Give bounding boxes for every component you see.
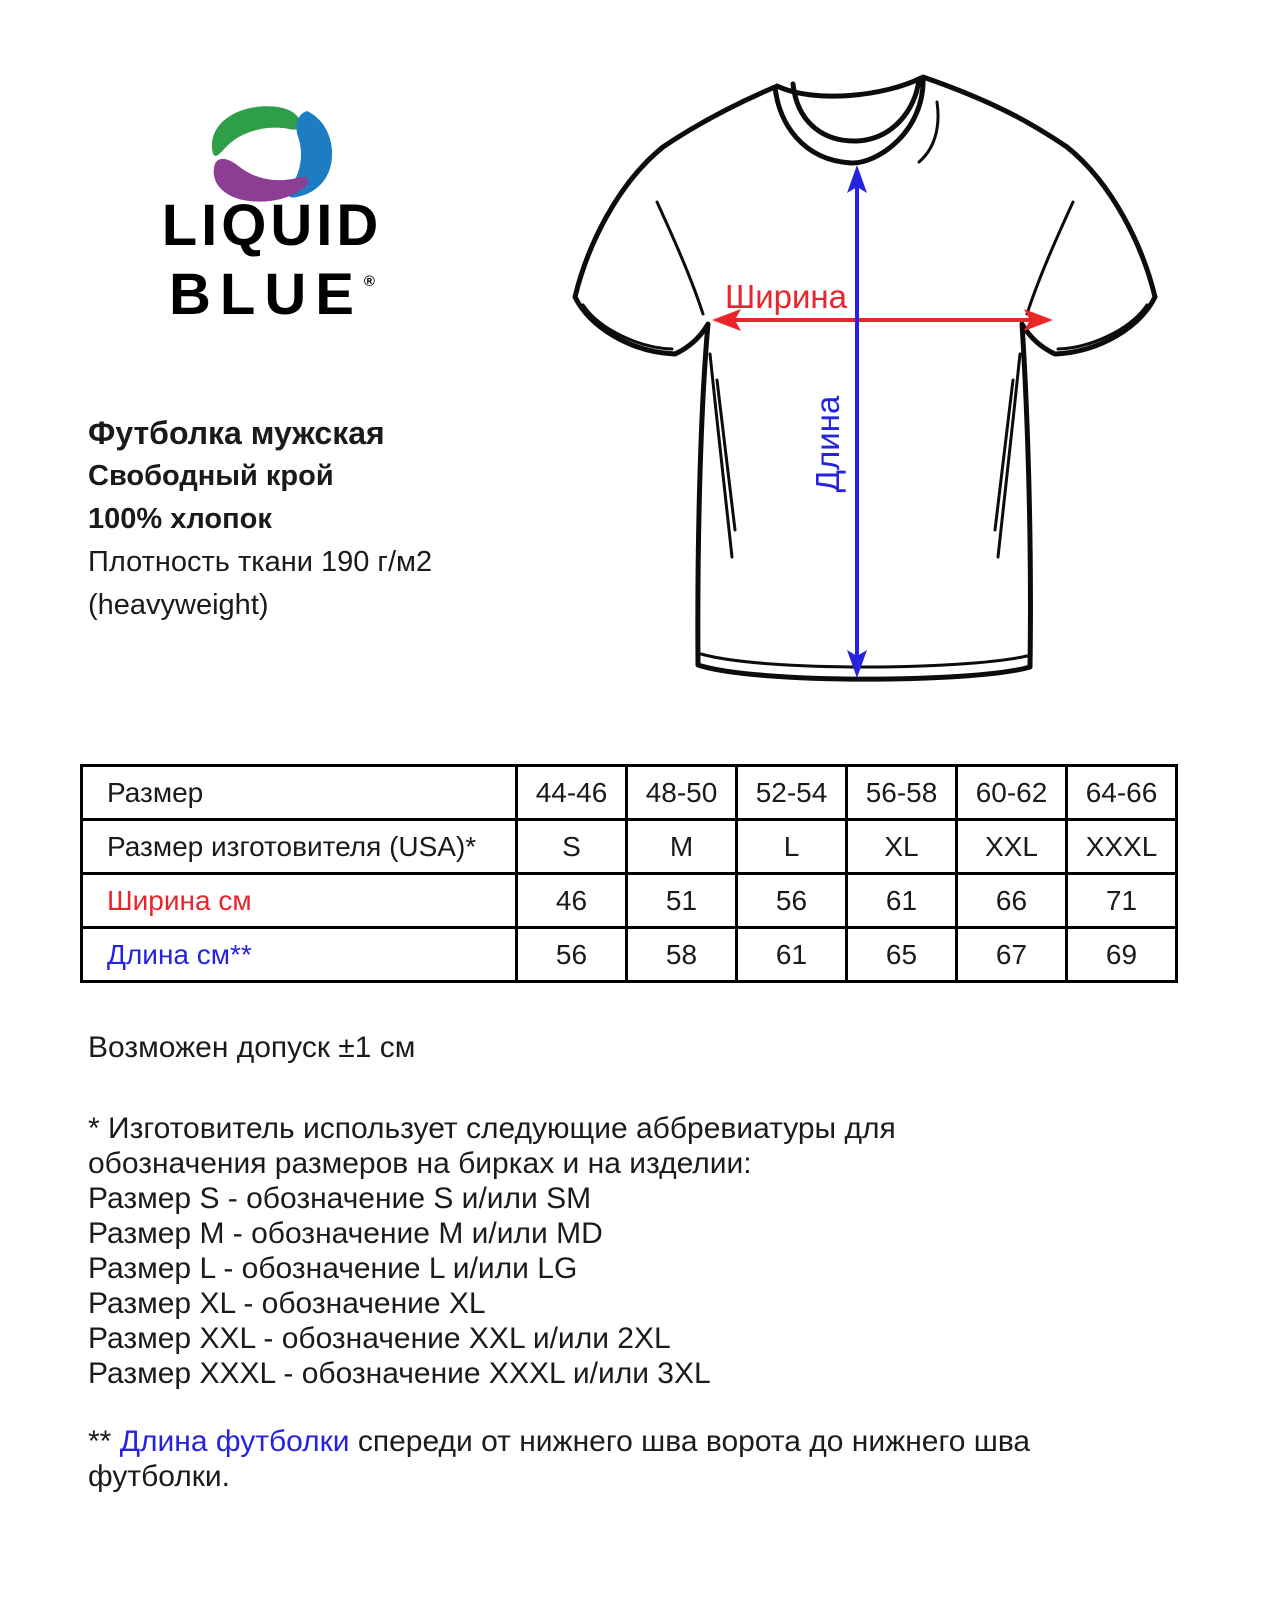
abbreviation-line: Размер L - обозначение L и/или LG [88, 1252, 578, 1285]
product-density: Плотность ткани 190 г/м2 [88, 546, 433, 578]
tshirt-collar-inner [793, 80, 919, 141]
length-cell: 56 [517, 928, 627, 982]
logo-wordmark [136, 193, 408, 327]
table-row-size [82, 766, 1177, 820]
product-fabric: 100% хлопок [88, 503, 272, 535]
product-description [88, 412, 432, 627]
table-row-width [82, 874, 1177, 928]
width-label: Ширина [724, 278, 848, 315]
row-label-usa-size: Размер изготовителя (USA)* [82, 820, 517, 874]
logo-wordmark-line2: BLUE® [169, 262, 375, 327]
abbreviation-intro-line1: * Изготовитель использует следующие аббревиатуры для [88, 1112, 896, 1145]
width-cell: 66 [957, 874, 1067, 928]
length-label: Длина [809, 395, 846, 493]
abbreviation-line: Размер XXXL - обозначение XXXL и/или 3XL [88, 1357, 711, 1390]
size-cell: 60-62 [957, 766, 1067, 820]
tshirt-measurement-diagram [545, 62, 1245, 710]
size-table [80, 764, 1178, 983]
product-weight: (heavyweight) [88, 589, 269, 621]
size-cell: 52-54 [737, 766, 847, 820]
usa-size-cell: M [627, 820, 737, 874]
row-label-length: Длина см** [82, 928, 517, 982]
row-label-width: Ширина см [82, 874, 517, 928]
width-cell: 56 [737, 874, 847, 928]
row-label-size: Размер [82, 766, 517, 820]
width-cell: 71 [1067, 874, 1177, 928]
usa-size-cell: XXXL [1067, 820, 1177, 874]
product-fit: Свободный крой [88, 460, 334, 492]
usa-size-cell: S [517, 820, 627, 874]
length-definition-note [88, 1424, 1108, 1494]
size-cell: 48-50 [627, 766, 737, 820]
length-cell: 69 [1067, 928, 1177, 982]
logo-swirl-icon [188, 90, 352, 204]
width-cell: 51 [627, 874, 737, 928]
tshirt-collar-top [777, 78, 921, 96]
tshirt-outline [575, 77, 1155, 679]
width-cell: 61 [847, 874, 957, 928]
product-title: Футболка мужская [88, 415, 385, 451]
size-cell: 56-58 [847, 766, 957, 820]
usa-size-cell: XXL [957, 820, 1067, 874]
tolerance-note: Возможен допуск ±1 см [88, 1031, 416, 1064]
footnotes [88, 1030, 1128, 1494]
length-note-rest: спереди от нижнего шва ворота до нижнего шва футболки. [88, 1425, 1031, 1493]
usa-size-cell: L [737, 820, 847, 874]
abbreviation-line: Размер XXL - обозначение XXL и/или 2XL [88, 1322, 671, 1355]
usa-size-cell: XL [847, 820, 957, 874]
abbreviation-intro-line2: обозначения размеров на бирках и на изделии: [88, 1147, 752, 1180]
length-note-term: Длина футболки [119, 1425, 350, 1458]
abbreviation-line: Размер S - обозначение S и/или SM [88, 1182, 592, 1215]
length-cell: 65 [847, 928, 957, 982]
length-cell: 61 [737, 928, 847, 982]
abbreviation-line: Размер XL - обозначение XL [88, 1287, 486, 1320]
logo-swirl-green [212, 106, 301, 156]
length-cell: 58 [627, 928, 737, 982]
width-cell: 46 [517, 874, 627, 928]
registered-trademark-icon: ® [363, 273, 375, 290]
length-cell: 67 [957, 928, 1067, 982]
logo-wordmark-line1: LIQUID [161, 193, 383, 258]
length-note-prefix: ** [88, 1425, 120, 1458]
table-row-usa-size [82, 820, 1177, 874]
abbreviation-line: Размер M - обозначение M и/или MD [88, 1217, 603, 1250]
size-cell: 44-46 [517, 766, 627, 820]
table-row-length [82, 928, 1177, 982]
size-cell: 64-66 [1067, 766, 1177, 820]
